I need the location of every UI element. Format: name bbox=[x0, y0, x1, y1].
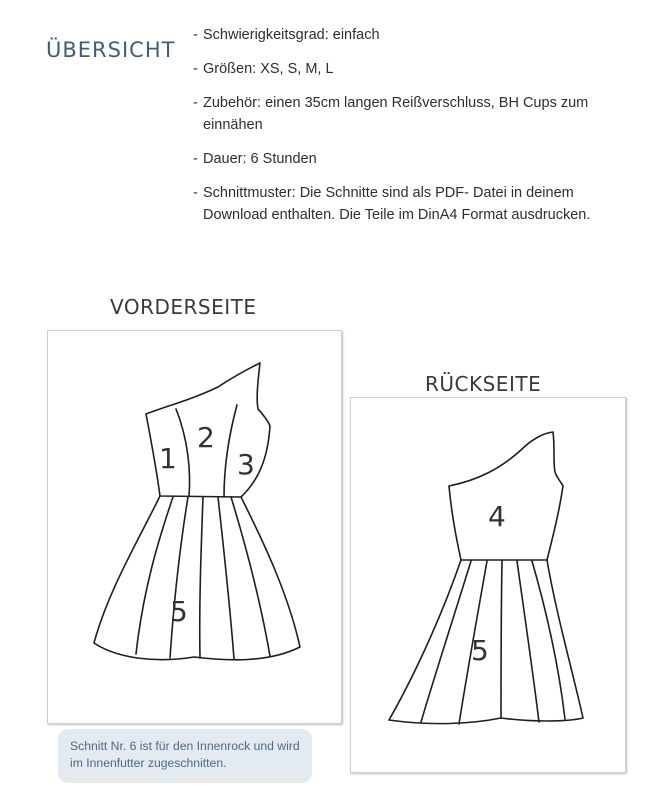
front-view-title: VORDERSEITE bbox=[110, 295, 257, 319]
front-piece-label-1: 1 bbox=[159, 442, 177, 475]
front-piece-label-3: 3 bbox=[237, 448, 255, 481]
back-dress-drawing bbox=[351, 398, 625, 772]
front-dress-drawing bbox=[48, 331, 341, 723]
overview-title: ÜBERSICHT bbox=[46, 38, 176, 63]
overview-item-duration: - Dauer: 6 Stunden bbox=[193, 148, 633, 170]
overview-item-difficulty: - Schwierigkeitsgrad: einfach bbox=[193, 24, 633, 46]
overview-item-accessories: - Zubehör: einen 35cm langen Reißverschluss, BH Cups zum einnähen bbox=[193, 92, 633, 136]
back-piece-label-4: 4 bbox=[488, 500, 506, 533]
overview-list bbox=[193, 24, 633, 238]
overview-item-sizes: - Größen: XS, S, M, L bbox=[193, 58, 633, 80]
back-view-title: RÜCKSEITE bbox=[425, 372, 542, 396]
front-view-frame bbox=[47, 330, 342, 724]
overview-item-pattern: - Schnittmuster: Die Schnitte sind als PDF- Datei in deinem Download enthalten. Die Teile im DinA4 Format ausdrucken. bbox=[193, 182, 633, 226]
front-piece-label-5: 5 bbox=[170, 595, 188, 628]
back-piece-label-5: 5 bbox=[471, 634, 489, 667]
back-view-frame bbox=[350, 397, 626, 773]
lining-note: Schnitt Nr. 6 ist für den Innenrock und wird im Innenfutter zugeschnitten. bbox=[58, 729, 312, 783]
front-piece-label-2: 2 bbox=[197, 421, 215, 454]
